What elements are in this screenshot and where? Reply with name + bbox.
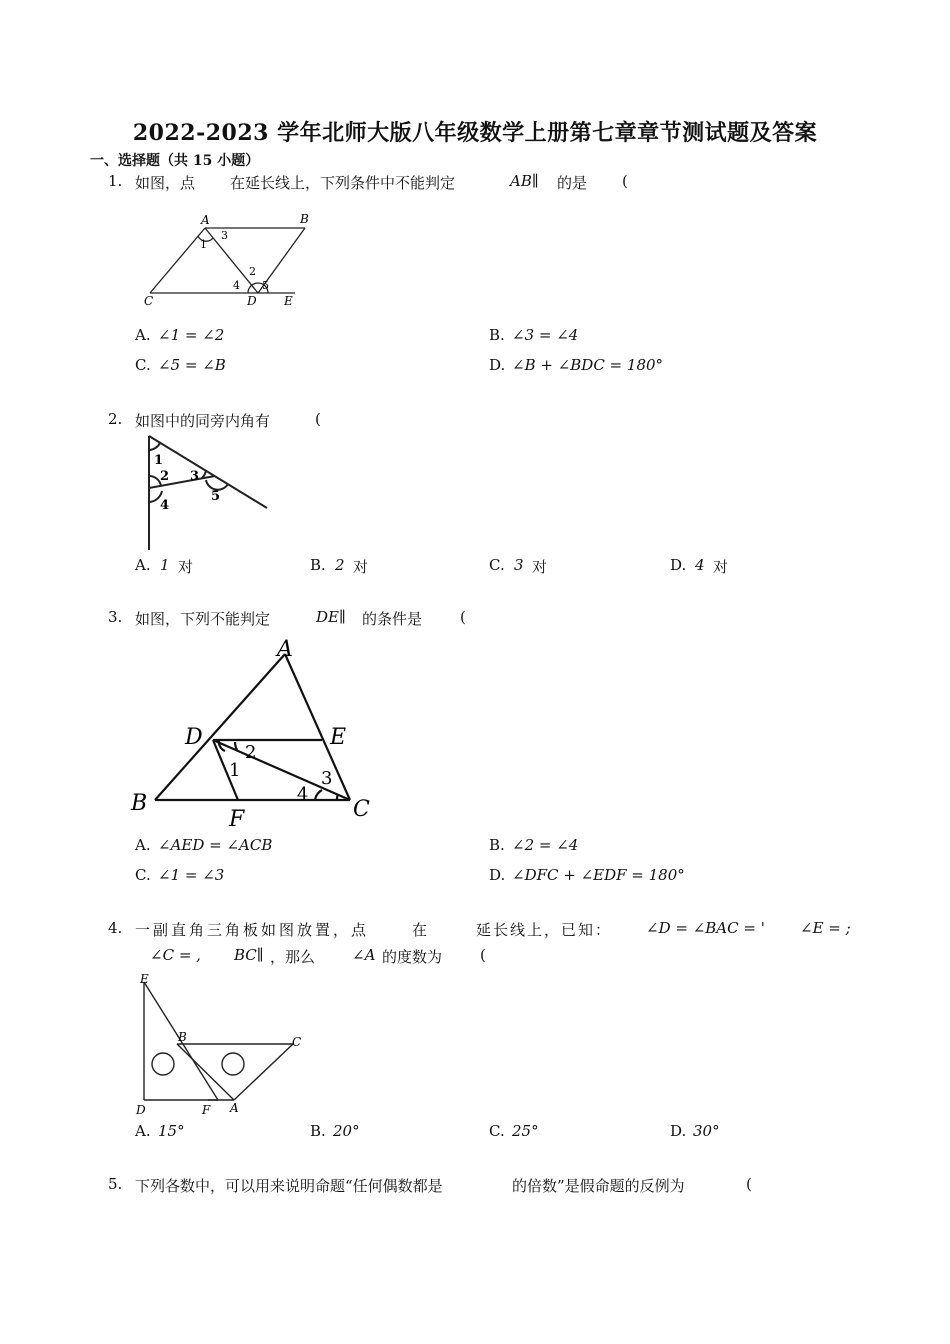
- angle-5: 5: [262, 279, 269, 292]
- label-F: F: [202, 1103, 211, 1117]
- option-key[interactable]: D.: [670, 1122, 687, 1140]
- figure-triangle-abc: [125, 632, 380, 832]
- answer-paren: (: [480, 946, 486, 964]
- option-value[interactable]: 20°: [333, 1122, 360, 1140]
- option-key[interactable]: A.: [135, 1122, 151, 1140]
- question-math: BC∥: [234, 946, 264, 964]
- question-math: DE∥: [316, 608, 346, 626]
- option-key[interactable]: C.: [489, 1122, 505, 1140]
- option-key[interactable]: D.: [489, 866, 506, 884]
- angle-1: 1: [229, 760, 241, 781]
- figure-set-squares: [130, 966, 310, 1121]
- label-B: B: [131, 791, 148, 816]
- label-E: E: [284, 294, 293, 308]
- label-C: C: [292, 1035, 302, 1049]
- question-math: ∠C = ,: [150, 946, 201, 964]
- option-value[interactable]: ∠3 = ∠4: [512, 326, 579, 344]
- option-unit[interactable]: 对: [178, 558, 194, 576]
- option-value[interactable]: ∠B + ∠BDC = 180°: [512, 356, 664, 374]
- answer-paren: (: [460, 608, 466, 626]
- option-unit[interactable]: 对: [353, 558, 369, 576]
- option-value[interactable]: ∠2 = ∠4: [512, 836, 579, 854]
- option-key[interactable]: B.: [310, 1122, 326, 1140]
- option-key[interactable]: A.: [135, 836, 151, 854]
- figure-angles: [140, 432, 275, 552]
- option-key[interactable]: C.: [135, 356, 151, 374]
- question-text: 如图，点: [135, 174, 196, 192]
- question-text: 如图中的同旁内角有: [135, 412, 271, 430]
- question-math: AB∥: [510, 172, 539, 190]
- angle-5: 5: [211, 489, 221, 504]
- label-A: A: [201, 213, 210, 227]
- angle-4: 4: [233, 279, 240, 292]
- option-key[interactable]: C.: [135, 866, 151, 884]
- page-title: 2022-2023 学年北师大版八年级数学上册第七章章节测试题及答案: [132, 120, 818, 146]
- angle-3: 3: [221, 229, 228, 242]
- figure-parallelogram: [140, 208, 315, 313]
- angle-4: 4: [297, 784, 309, 805]
- option-unit[interactable]: 对: [713, 558, 729, 576]
- option-key[interactable]: B.: [489, 326, 505, 344]
- question-text: 在: [412, 921, 428, 939]
- label-D: D: [136, 1103, 146, 1117]
- label-D: D: [185, 725, 203, 750]
- label-B: B: [300, 212, 309, 226]
- question-text: 下列各数中，可以用来说明命题“任何偶数都是: [135, 1177, 443, 1195]
- option-key[interactable]: A.: [135, 556, 151, 574]
- option-value[interactable]: 2: [335, 556, 345, 574]
- option-key[interactable]: B.: [489, 836, 505, 854]
- question-math: ∠E = ;: [800, 919, 851, 937]
- label-A: A: [230, 1101, 239, 1115]
- angle-2: 2: [245, 742, 257, 763]
- option-key[interactable]: D.: [489, 356, 506, 374]
- question-text: 延长线上，已知：: [476, 921, 613, 939]
- question-math: ∠D = ∠BAC = ': [646, 919, 765, 937]
- option-key[interactable]: C.: [489, 556, 505, 574]
- label-D: D: [247, 294, 257, 308]
- question-text: 在延长线上，下列条件中不能判定: [230, 174, 456, 192]
- option-value[interactable]: ∠AED = ∠ACB: [158, 836, 273, 854]
- answer-paren: (: [622, 172, 628, 190]
- label-B: B: [178, 1030, 187, 1044]
- option-value[interactable]: 25°: [512, 1122, 539, 1140]
- option-value[interactable]: 30°: [693, 1122, 720, 1140]
- question-math: ∠A: [352, 946, 376, 964]
- angle-1: 1: [154, 453, 164, 468]
- label-E: E: [140, 972, 149, 986]
- angle-3: 3: [190, 469, 200, 484]
- question-number: 4.: [108, 919, 123, 937]
- question-text: 如图，下列不能判定: [135, 610, 271, 628]
- option-unit[interactable]: 对: [532, 558, 548, 576]
- label-E: E: [330, 725, 347, 750]
- angle-4: 4: [160, 498, 170, 513]
- question-number: 1.: [108, 172, 123, 190]
- question-number: 2.: [108, 410, 123, 428]
- option-key[interactable]: A.: [135, 326, 151, 344]
- question-text: 的度数为: [382, 948, 443, 966]
- option-value[interactable]: 1: [160, 556, 170, 574]
- angle-1: 1: [200, 238, 207, 251]
- label-F: F: [229, 807, 245, 832]
- label-C: C: [144, 294, 154, 308]
- answer-paren: (: [746, 1175, 752, 1193]
- question-text: 一副直角三角板如图放置，点: [135, 921, 370, 939]
- option-key[interactable]: D.: [670, 556, 687, 574]
- question-text: 的是: [557, 174, 588, 192]
- angle-2: 2: [160, 469, 170, 484]
- option-value[interactable]: ∠1 = ∠3: [158, 866, 225, 884]
- option-value[interactable]: 3: [514, 556, 524, 574]
- label-C: C: [353, 797, 370, 822]
- option-key[interactable]: B.: [310, 556, 326, 574]
- option-value[interactable]: 4: [695, 556, 705, 574]
- answer-paren: (: [315, 410, 321, 428]
- question-text: 的条件是: [362, 610, 423, 628]
- angle-2: 2: [249, 265, 256, 278]
- question-text: 的倍数”是假命题的反例为: [512, 1177, 685, 1195]
- option-value[interactable]: 15°: [158, 1122, 185, 1140]
- option-value[interactable]: ∠1 = ∠2: [158, 326, 225, 344]
- question-number: 3.: [108, 608, 123, 626]
- label-A: A: [277, 637, 293, 662]
- option-value[interactable]: ∠5 = ∠B: [158, 356, 226, 374]
- section-heading: 一、选择题（共 15 小题）: [90, 153, 260, 169]
- option-value[interactable]: ∠DFC + ∠EDF = 180°: [512, 866, 685, 884]
- question-number: 5.: [108, 1175, 123, 1193]
- angle-3: 3: [321, 768, 333, 789]
- question-text: ，那么: [270, 948, 316, 966]
